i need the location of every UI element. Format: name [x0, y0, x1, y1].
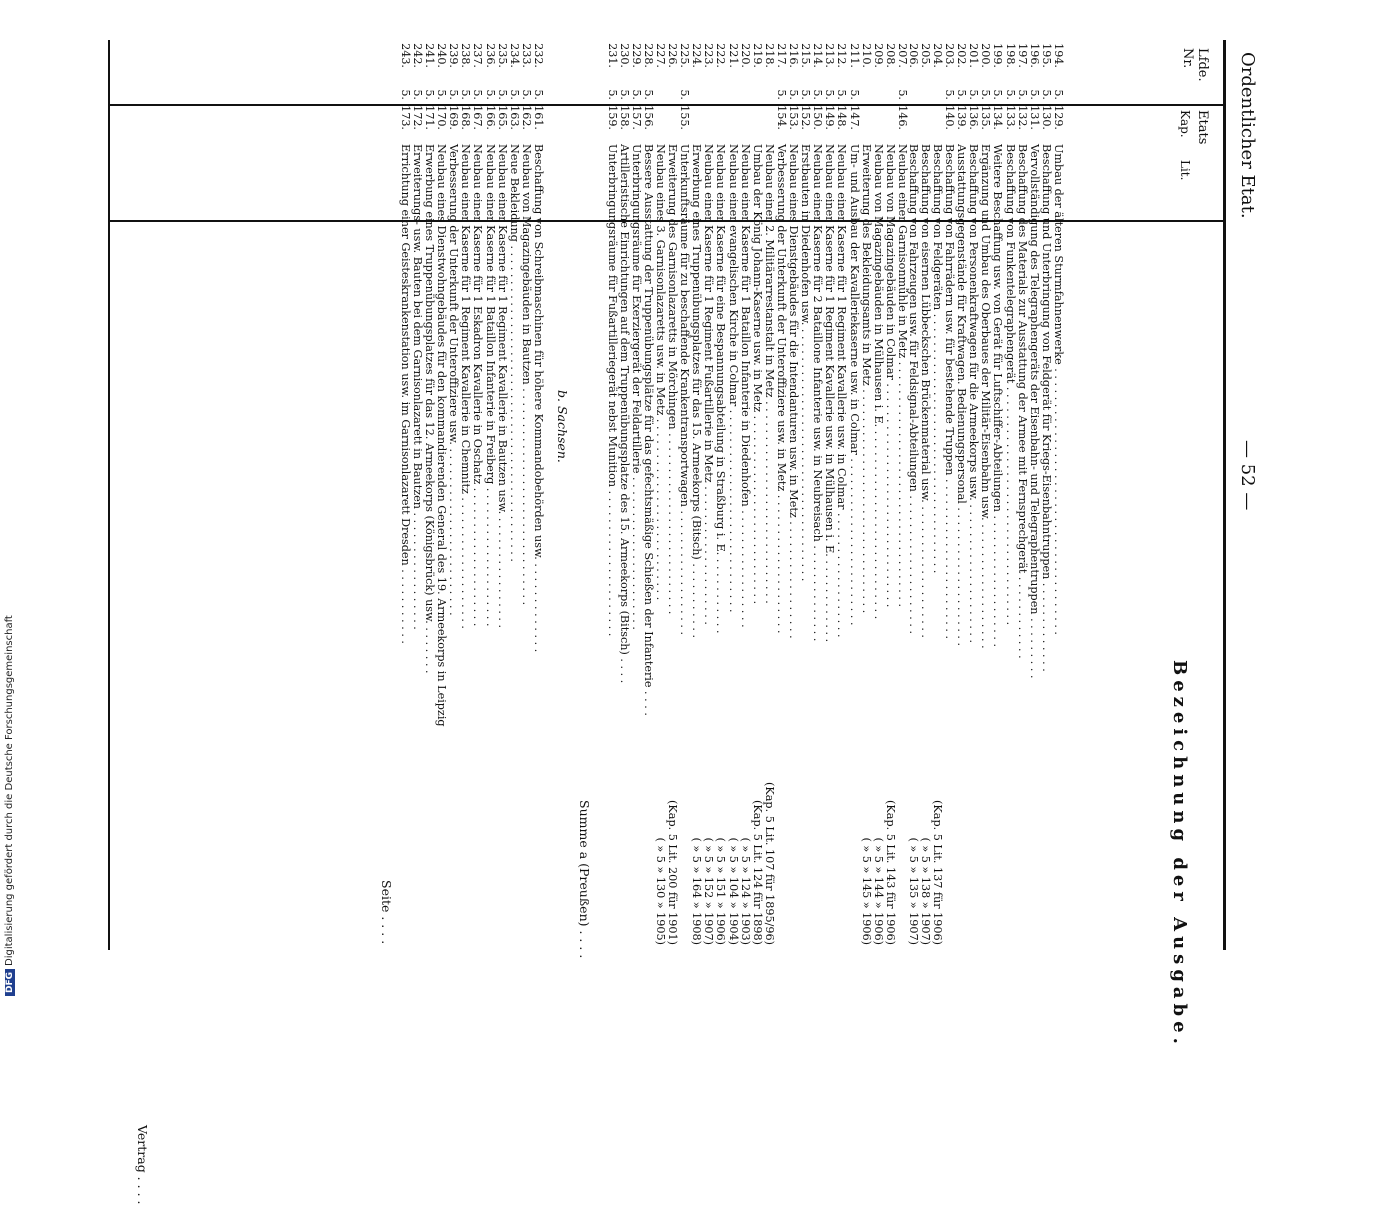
table-row [472, 40, 484, 950]
cell-kap: 5. [835, 89, 849, 100]
cell-lit: 156. [641, 105, 655, 130]
cell-desc: Bessere Ausstattung der Truppenübungsplätze für das gefechtsmäßige Schießen der Infanterie . . . . [641, 144, 655, 716]
cell-nr: 218. [762, 43, 776, 68]
cell-lit: 159. [605, 105, 619, 130]
cell-lit: 133. [1003, 105, 1017, 130]
table-row [967, 40, 979, 950]
table-row [979, 40, 991, 950]
cell-desc: Errichtung einer Geisteskrankenstation usw. im Garnisonlazarett Dresden . . . . . . . . . . . [398, 144, 412, 644]
cell-desc: Artilleristische Einrichtungen auf dem Truppenübungsplatze des 15. Armeekorps (Bitsch) . . . . [617, 144, 631, 684]
cell-desc: Neubau einer evangelischen Kirche in Colmar . . . . . . . . . . . . . . . . . . . . . . . . . . . . . [726, 144, 740, 613]
cell-desc: Unterbringungsräume für Exerziergerät der Feldartillerie . . . . . . . . . . . . . . . . . . . . . . [629, 144, 643, 630]
cell-lit: 165. [495, 105, 509, 130]
table-row [435, 40, 447, 950]
table-row [727, 40, 739, 950]
table-row [690, 40, 702, 950]
cell-lit: 166. [483, 105, 497, 130]
cell-nr: 239. [447, 43, 461, 68]
cell-desc: Neubau eines 3. Garnisonlazaretts usw. in Metz . . . . . . . . . . . . . . . . . . . . . . . . . . [654, 144, 667, 601]
cell-kap: 5. [943, 89, 957, 100]
cell-ref: ( » 5 » 145 » 1906) [859, 837, 873, 945]
cell-lit: 136. [967, 105, 981, 130]
cell-kap: 5. [519, 89, 533, 100]
cell-kap: 5. [823, 89, 837, 100]
table-row [943, 40, 955, 950]
cell-lit: 163. [507, 105, 521, 130]
cell-kap: 5. [507, 89, 521, 100]
digitization-footer [4, 615, 15, 996]
table-row [1016, 40, 1028, 950]
cell-kap: 5. [435, 89, 449, 100]
carry-over-label: Vertrag . . . . [135, 1125, 150, 1205]
cell-lit: 132. [1015, 105, 1029, 130]
cell-desc: Neubau einer Kaserne für 1 Regiment Fußartillerie in Metz . . . . . . . . . . . . . . . . . . . . [702, 144, 716, 625]
cell-desc: Neubau einer Kaserne für 1 Regiment Kavallerie in Bautzen usw. . . . . . . . . . . . . . . . . [495, 144, 509, 629]
table-row [606, 40, 618, 950]
cell-ref: ( » 5 » 104 » 1904) [726, 837, 740, 945]
cell-desc: Neubau von Magazingebäuden in Bautzen . . . . . . . . . . . . . . . . . . . . . . . . . . . . . . . [519, 144, 533, 606]
cell-desc: Erwerbung eines Truppenübungsplatzes für das 12. Armeekorps (Königsbrück) usw. . . . . . . . [423, 144, 437, 674]
cell-kap: 5. [617, 89, 631, 100]
cell-nr: 200. [979, 43, 993, 68]
footer-text: Digitalisierung gefördert durch die Deutsche Forschungsgemeinschaft [4, 615, 15, 966]
cell-nr: 219. [750, 43, 764, 68]
cell-nr: 198. [1003, 43, 1017, 68]
cell-kap: 5. [605, 89, 619, 100]
table-row [919, 40, 931, 950]
table-row [739, 40, 751, 950]
table-row [775, 40, 787, 950]
cell-desc: Neubau von Magazingebäuden in Colmar . . . . . . . . . . . . . . . . . . . . . . . . . . . . . . . . [883, 144, 897, 608]
cell-kap: 5. [641, 89, 655, 100]
cell-kap: 5. [967, 89, 981, 100]
page-number: — 52 — [1237, 440, 1258, 511]
cell-lit: 172. [411, 105, 424, 130]
cell-nr: 225. [678, 43, 692, 68]
cell-kap: 5. [1052, 89, 1065, 100]
running-head: Ordentlicher Etat. [1237, 52, 1258, 219]
sum-a-label: Summe a (Preußen) . . . . [577, 800, 592, 959]
cell-nr: 230. [617, 43, 631, 68]
cell-kap: 5. [991, 89, 1005, 100]
cell-desc: Beschaffung von Personenkraftwagen für die Armeekorps usw. . . . . . . . . . . . . . . . . . . . . [967, 144, 981, 644]
table-row [411, 40, 423, 950]
table-row [399, 40, 411, 950]
cell-kap: 5. [411, 89, 424, 100]
cell-nr: 197. [1015, 43, 1029, 68]
cell-nr: 199. [991, 43, 1005, 68]
cell-nr: 227. [654, 43, 667, 68]
cell-kap: 5. [447, 89, 461, 100]
cell-lit: 154. [775, 105, 788, 130]
top-rule [1223, 40, 1226, 950]
cell-kap: 5. [847, 89, 861, 100]
cell-desc: Unterbringungsräume für Fußartilleriegerät nebst Munition . . . . . . . . . . . . . . . . . . . . . [605, 144, 619, 637]
cell-nr: 213. [823, 43, 837, 68]
cell-desc: Neubau von Magazingebäuden in Mülhausen i. E. . . . . . . . . . . . . . . . . . . . . . . . . . . . [871, 144, 885, 620]
cell-ref: ( » 5 » 135 » 1907) [906, 837, 920, 945]
cell-nr: 217. [775, 43, 788, 68]
cell-nr: 221. [726, 43, 740, 68]
dfg-logo-icon: DFG [5, 969, 15, 996]
cell-desc: Um- und Ausbau der Kavalleriekaserne usw. in Colmar . . . . . . . . . . . . . . . . . . . . . . . . [847, 144, 861, 626]
cell-ref: ( » 5 » 138 » 1907) [918, 837, 932, 945]
cell-kap: 5. [1027, 89, 1041, 100]
cell-desc: Weitere Beschaffung usw. von Gerät für Luftschiffer-Abteilungen . . . . . . . . . . . . . . . . . . . [991, 144, 1005, 648]
table-row [532, 40, 544, 950]
cell-desc: Neubau einer Kaserne für 1 Regiment Kavallerie in Chemnitz . . . . . . . . . . . . . . . . . . . [459, 144, 473, 629]
table-row [678, 40, 690, 950]
cell-desc: Beschaffung von Schreibmaschinen für höhere Kommandobehörden usw. . . . . . . . . . . . . . [532, 144, 545, 653]
cell-lit: 131. [1027, 105, 1041, 130]
cell-kap: 5. [495, 89, 509, 100]
cell-kap: 5. [471, 89, 485, 100]
cell-desc: Erweiterung des Bekleidungsamts in Metz . . . . . . . . . . . . . . . . . . . . . . . . . . . . . . . . [859, 144, 873, 614]
table-row [642, 40, 654, 950]
cell-desc: Beschaffung von Fahrzeugen usw. für Feldsignal-Abteilungen . . . . . . . . . . . . . . . . . . . . [906, 144, 920, 635]
table-row [884, 40, 896, 950]
cell-lit: 148. [835, 105, 849, 130]
table-row [459, 40, 471, 950]
cell-desc: Neubau einer Kaserne für 1 Eskadron Kavallerie in Oschatz . . . . . . . . . . . . . . . . . . . . [471, 144, 485, 627]
cell-desc: Beschaffung von Fahrrädern usw. für bestehende Truppen . . . . . . . . . . . . . . . . . . . . . . . [943, 144, 957, 640]
cell-kap: 5. [398, 89, 412, 100]
cell-nr: 241. [423, 43, 437, 68]
cell-lit: 152. [799, 105, 813, 130]
cell-nr: 215. [799, 43, 813, 68]
cell-nr: 214. [811, 43, 825, 68]
table-row [618, 40, 630, 950]
rotated-table-frame [40, 40, 1260, 1205]
cell-nr: 235. [495, 43, 509, 68]
table-row [1052, 40, 1064, 950]
cell-desc: Neubau eines Dienstgebäudes für die Intendanturen usw. in Metz . . . . . . . . . . . . . . . . . [787, 144, 801, 639]
table-row [508, 40, 520, 950]
cell-lit: 147. [847, 105, 861, 130]
cell-kap: 5. [1003, 89, 1017, 100]
cell-desc: Beschaffung von Feldgeräten . . . . . . . . . . . . . . . . . . . . . . . . . . . . . . . . . . . . . [931, 144, 944, 574]
table-row [823, 40, 835, 950]
cell-kap: 5. [678, 89, 692, 100]
cell-ref: (Kap. 5 Lit. 137 für 1906) [931, 800, 944, 945]
cell-lit: 149. [823, 105, 837, 130]
cell-nr: 231. [605, 43, 619, 68]
table-row [666, 40, 678, 950]
cell-desc: Umbau der König Johann-Kaserne usw. in Metz . . . . . . . . . . . . . . . . . . . . . . . . . . . [750, 144, 764, 605]
cell-nr: 203. [943, 43, 957, 68]
cell-desc: Beschaffung und Unterbringung von Feldgerät für Kriegs-Eisenbahntruppen . . . . . . . . . . . . . [1039, 144, 1053, 672]
cell-desc: Erweiterung des Garnisonlazaretts in Mörchingen . . . . . . . . . . . . . . . . . . . . . . . . . . [666, 144, 680, 615]
cell-desc: Neubau einer Kaserne für 1 Regiment Kavallerie usw. in Colmar . . . . . . . . . . . . . . . . . . [835, 144, 849, 638]
table-row [751, 40, 763, 950]
cell-kap: 5. [459, 89, 473, 100]
table-row [787, 40, 799, 950]
cell-nr: 196. [1027, 43, 1041, 68]
cell-lit: 162. [519, 105, 533, 130]
cell-kap: 5. [775, 89, 788, 100]
cell-lit: 153. [787, 105, 801, 130]
cell-lit: 157. [629, 105, 643, 130]
cell-desc: Ausstattungsgegenstände für Kraftwagen. Bedienungspersonal . . . . . . . . . . . . . . . . . . . . [955, 144, 969, 647]
cell-desc: Umbau der älteren Sturmfahnenwerke . . . . . . . . . . . . . . . . . . . . . . . . . . . . . . . . . . . . . . [1052, 144, 1065, 635]
cell-nr: 222. [714, 43, 728, 68]
section-title: Bezeichnung der Ausgabe. [1169, 660, 1190, 1049]
cell-nr: 207. [896, 43, 909, 68]
cell-lit: 161. [532, 105, 545, 130]
table-row [872, 40, 884, 950]
table-row [1040, 40, 1052, 950]
cell-nr: 208. [883, 43, 897, 68]
cell-kap: 5. [979, 89, 993, 100]
cell-nr: 233. [519, 43, 533, 68]
table-row [447, 40, 459, 950]
table-row [702, 40, 714, 950]
cell-lit: 134. [991, 105, 1005, 130]
table-row [520, 40, 532, 950]
cell-nr: 242. [411, 43, 424, 68]
cell-nr: 229. [629, 43, 643, 68]
cell-kap: 5. [799, 89, 813, 100]
col-kap-header: Kap. [1178, 110, 1192, 138]
cell-ref: ( » 5 » 144 » 1906) [871, 837, 885, 945]
cell-nr: 205. [918, 43, 932, 68]
cell-kap: 5. [423, 89, 437, 100]
cell-nr: 195. [1039, 43, 1053, 68]
table-row [630, 40, 642, 950]
cell-lit: 167. [471, 105, 485, 130]
table-row [1004, 40, 1016, 950]
cell-kap: 5. [1039, 89, 1053, 100]
cell-desc: Erstbauten in Diedenhofen usw. . . . . . . . . . . . . . . . . . . . . . . . . . . . . . . . . . . . . [799, 144, 813, 582]
cell-desc: Neubau einer Kaserne für 2 Bataillone Infanterie usw. in Neubreisach . . . . . . . . . . . . . . [811, 144, 825, 642]
table-row [423, 40, 435, 950]
cell-kap: 5. [787, 89, 801, 100]
cell-kap: 5. [896, 89, 909, 100]
table-row [860, 40, 872, 950]
cell-lit: 155. [678, 105, 692, 130]
table-row [715, 40, 727, 950]
cell-lit: 139. [955, 105, 969, 130]
cell-lit: 135. [979, 105, 993, 130]
cell-nr: 202. [955, 43, 969, 68]
cell-kap: 5. [483, 89, 497, 100]
cell-desc: Erwerbung eines Truppenübungsplatzes für das 15. Armeekorps (Bitsch) . . . . . . . . . . . [690, 144, 704, 639]
cell-nr: 237. [471, 43, 485, 68]
cell-nr: 232. [532, 43, 545, 68]
cell-kap: 5. [811, 89, 825, 100]
table-row [799, 40, 811, 950]
cell-kap: 5. [532, 89, 545, 100]
cell-desc: Erweiterungs- usw. Bauten bei dem Garnisonlazarett in Bautzen . . . . . . . . . . . . . . . . . [411, 144, 424, 630]
cell-lit: 130. [1039, 105, 1053, 130]
col-etats-header: Etats [1195, 110, 1210, 145]
cell-desc: Ergänzung und Umbau des Oberbaues der Militär-Eisenbahn usw. . . . . . . . . . . . . . . . . . . [979, 144, 993, 649]
cell-desc: Beschaffung von Funkentelegraphengerät . . . . . . . . . . . . . . . . . . . . . . . . . . . . . . . . . . [1003, 144, 1017, 626]
cell-desc: Neubau einer Kaserne für eine Bespannungsabteilung in Straßburg i. E. . . . . . . . . . . . [714, 144, 728, 634]
cell-ref: ( » 5 » 151 » 1906) [714, 837, 728, 945]
cell-lit: 158. [617, 105, 631, 130]
cell-nr: 209. [871, 43, 885, 68]
cell-ref: (Kap. 5 Lit. 124 für 1898) [750, 800, 764, 945]
cell-lit: 169. [447, 105, 461, 130]
cell-lit: 150. [811, 105, 825, 130]
table-row [484, 40, 496, 950]
cell-kap: 5. [1015, 89, 1029, 100]
cell-ref: ( » 5 » 130 » 1905) [654, 837, 667, 945]
cell-ref: (Kap. 5 Lit. 107 für 1895/96) [762, 782, 776, 945]
cell-nr: 212. [835, 43, 849, 68]
cell-nr: 204. [931, 43, 944, 68]
cell-ref: (Kap. 5 Lit. 200 für 1901) [666, 800, 680, 945]
cell-nr: 216. [787, 43, 801, 68]
cell-desc: Verbesserung der Unterkunft der Unteroffiziere usw. in Metz . . . . . . . . . . . . . . . . . . . . [775, 144, 788, 634]
cell-lit: 168. [459, 105, 473, 130]
cell-nr: 234. [507, 43, 521, 68]
subheading-sachsen: b. Sachsen. [555, 390, 570, 463]
cell-desc: Beschaffung des Materials zur Ausstattung der Armee mit Fernsprechgerät . . . . . . . . . . . . [1015, 144, 1029, 659]
cell-nr: 211. [847, 43, 861, 68]
cell-lit: 173. [398, 105, 412, 130]
cell-lit: 171. [423, 105, 437, 130]
col-lit-header: Lit. [1178, 160, 1192, 181]
table-row [931, 40, 943, 950]
cell-nr: 228. [641, 43, 655, 68]
cell-nr: 224. [690, 43, 704, 68]
cell-desc: Neubau einer 2. Militärarrestanstalt in Metz . . . . . . . . . . . . . . . . . . . . . . . . . . . . . [762, 144, 776, 604]
cell-desc: Neubau einer Kaserne für 1 Bataillon Infanterie in Freiberg . . . . . . . . . . . . . . . . . . . . [483, 144, 497, 627]
cell-desc: Verbesserung der Unterkunft der Unteroffiziere usw. . . . . . . . . . . . . . . . . . . . . . . . . [447, 144, 461, 616]
cell-nr: 220. [738, 43, 752, 68]
cell-ref: ( » 5 » 124 » 1903) [738, 837, 752, 945]
cell-desc: Neue Bekleidung . . . . . . . . . . . . . . . . . . . . . . . . . . . . . . . . . . . . . . . . . . . . . [507, 144, 521, 562]
table-row [763, 40, 775, 950]
cell-lit: 129. [1052, 105, 1065, 130]
cell-lit: 146. [896, 105, 909, 130]
cell-nr: 240. [435, 43, 449, 68]
cell-nr: 206. [906, 43, 920, 68]
cell-nr: 238. [459, 43, 473, 68]
cell-lit: 140. [943, 105, 957, 130]
table-row [496, 40, 508, 950]
cell-nr: 210. [859, 43, 873, 68]
col-nr-header: Lfde. Nr. [1180, 48, 1210, 82]
cell-nr: 226. [666, 43, 680, 68]
cell-desc: Neubau einer Kaserne für 1 Bataillon Infanterie in Diedenhofen . . . . . . . . . . . . . . . . . [738, 144, 752, 628]
cell-desc: Neubau einer Garnisonmühle in Metz . . . . . . . . . . . . . . . . . . . . . . . . . . . . . . . . . . . [896, 144, 909, 608]
cell-desc: Unterkunftsräume für zu beschaffende Krankentransportwagen . . . . . . . . . . . . . . . . . . [678, 144, 692, 635]
table-row [848, 40, 860, 950]
cell-desc: Neubau eines Dienstwohngebäudes für den kommandierenden General des 19. Armeekorps in Leipzig [435, 144, 449, 727]
cell-lit: 170. [435, 105, 449, 130]
table-row [992, 40, 1004, 950]
bottom-rule [108, 40, 110, 950]
cell-desc: Neubau einer Kaserne für 1 Regiment Kavallerie usw. in Mülhausen i. E. . . . . . . . . . . . . [823, 144, 837, 643]
cell-kap: 5. [629, 89, 643, 100]
cell-ref: (Kap. 5 Lit. 143 für 1906) [883, 800, 897, 945]
table-row [896, 40, 908, 950]
cell-ref: ( » 5 » 152 » 1907) [702, 837, 716, 945]
table-row [1028, 40, 1040, 950]
table-row [836, 40, 848, 950]
cell-nr: 201. [967, 43, 981, 68]
cell-kap: 5. [955, 89, 969, 100]
cell-nr: 223. [702, 43, 716, 68]
cell-nr: 194. [1052, 43, 1065, 68]
cell-desc: Beschaffung von eisernen Lübbeckschen Brückenmaterial usw. . . . . . . . . . . . . . . . . . . . [918, 144, 932, 638]
cell-nr: 243. [398, 43, 412, 68]
table-row [811, 40, 823, 950]
cell-ref: ( » 5 » 164 » 1908) [690, 837, 704, 945]
table-row [654, 40, 666, 950]
page-total-label: Seite . . . . [379, 880, 394, 945]
cell-nr: 236. [483, 43, 497, 68]
table-row [955, 40, 967, 950]
cell-desc: Vervollständigung des Telegraphengeräts der Eisenbahn- und Telegraphentruppen . . . . . . . . . [1027, 144, 1041, 679]
